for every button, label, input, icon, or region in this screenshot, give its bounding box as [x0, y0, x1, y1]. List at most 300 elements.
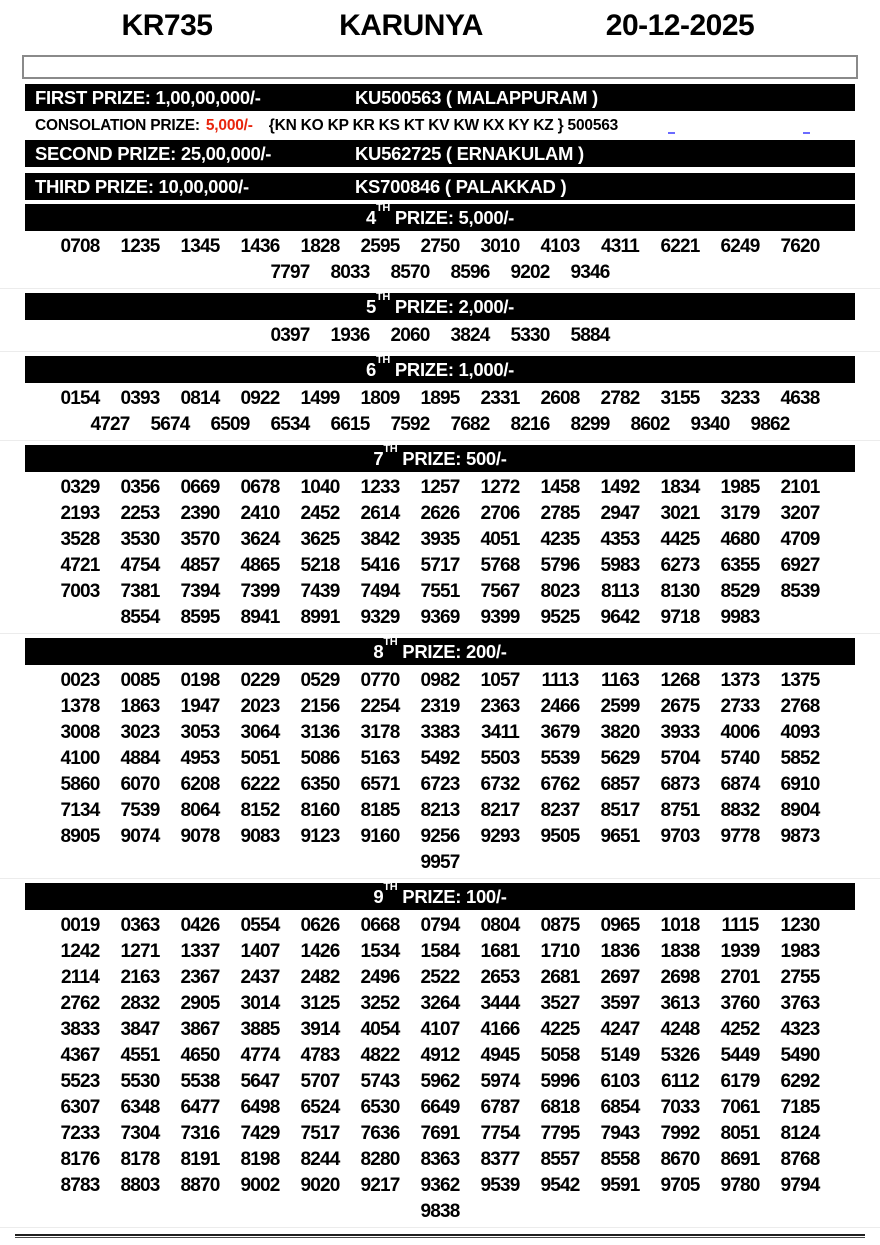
winning-numbers-block — [0, 233, 880, 289]
prize-number: 3125 — [300, 993, 340, 1014]
prize-number: 9002 — [240, 1175, 280, 1196]
prize-number: 0426 — [180, 915, 220, 936]
second-prize-bar — [25, 140, 855, 167]
prize-number: 9340 — [690, 414, 730, 435]
prize-number: 8691 — [720, 1149, 760, 1170]
prize-number: 0397 — [270, 325, 310, 346]
prize-number: 8941 — [240, 607, 280, 628]
prize-number: 1828 — [300, 236, 340, 257]
prize-number: 8178 — [120, 1149, 160, 1170]
prize-number: 8832 — [720, 800, 760, 821]
winning-numbers-row — [0, 386, 880, 412]
prize-number: 8554 — [120, 607, 160, 628]
prize-number: 5884 — [570, 325, 610, 346]
prize-number: 1345 — [180, 236, 220, 257]
prize-number: 1947 — [180, 696, 220, 717]
prize-number: 4680 — [720, 529, 760, 550]
winning-numbers-row — [0, 824, 880, 850]
winning-numbers-row — [0, 234, 880, 260]
prize-number: 5503 — [480, 748, 520, 769]
winning-numbers-block — [0, 912, 880, 1228]
prize-number: 3008 — [60, 722, 100, 743]
prize-number: 6348 — [120, 1097, 160, 1118]
prize-number: 0814 — [180, 388, 220, 409]
prize-number: 4353 — [600, 529, 640, 550]
winning-numbers-row — [0, 605, 880, 631]
prize-number: 1534 — [360, 941, 400, 962]
consolation-prize-row — [25, 113, 855, 138]
prize-number: 7003 — [60, 581, 100, 602]
prize-number: 2832 — [120, 993, 160, 1014]
winning-numbers-row — [0, 720, 880, 746]
prize-number: 2522 — [420, 967, 460, 988]
prize-number: 8539 — [780, 581, 820, 602]
prize-number: 5163 — [360, 748, 400, 769]
first-prize-winner: KU500563 ( MALAPPURAM ) — [355, 86, 598, 108]
prize-number: 6524 — [300, 1097, 340, 1118]
prize-number: 4100 — [60, 748, 100, 769]
prize-number: 3444 — [480, 993, 520, 1014]
consolation-amount: 5,000/- — [205, 116, 253, 134]
prize-number: 7304 — [120, 1123, 160, 1144]
winning-numbers-row — [0, 668, 880, 694]
prize-number: 8176 — [60, 1149, 100, 1170]
prize-number: 8596 — [450, 262, 490, 283]
prize-number: 9369 — [420, 607, 460, 628]
prize-number: 2363 — [480, 696, 520, 717]
prize-number: 7636 — [360, 1123, 400, 1144]
prize-number: 7620 — [780, 236, 820, 257]
prize-number: 0669 — [180, 477, 220, 498]
prize-number: 8198 — [240, 1149, 280, 1170]
prize-number: 9873 — [780, 826, 820, 847]
prize-number: 3179 — [720, 503, 760, 524]
prize-number: 3933 — [660, 722, 700, 743]
prize-section-title: 8TH PRIZE: 200/- — [373, 636, 507, 662]
prize-number: 6571 — [360, 774, 400, 795]
prize-number: 7494 — [360, 581, 400, 602]
prize-number: 7399 — [240, 581, 280, 602]
prize-number: 1863 — [120, 696, 160, 717]
prize-number: 6534 — [270, 414, 310, 435]
prize-number: 3155 — [660, 388, 700, 409]
winning-numbers-row — [0, 1199, 880, 1225]
prize-number: 2101 — [780, 477, 820, 498]
prize-number: 9078 — [180, 826, 220, 847]
prize-number: 7797 — [270, 262, 310, 283]
prize-number: 2060 — [390, 325, 430, 346]
prize-number: 1838 — [660, 941, 700, 962]
prize-number: 6787 — [480, 1097, 520, 1118]
prize-number: 6179 — [720, 1071, 760, 1092]
prize-number: 2608 — [540, 388, 580, 409]
prize-section-header — [25, 883, 855, 910]
prize-number: 4822 — [360, 1045, 400, 1066]
prize-number: 4311 — [600, 236, 640, 257]
prize-number: 6498 — [240, 1097, 280, 1118]
prize-number: 8751 — [660, 800, 700, 821]
prize-number: 7567 — [480, 581, 520, 602]
prize-number: 1983 — [780, 941, 820, 962]
prize-number: 1407 — [240, 941, 280, 962]
prize-number: 1375 — [780, 670, 820, 691]
prize-number: 3053 — [180, 722, 220, 743]
prize-number: 6874 — [720, 774, 760, 795]
prize-number: 7439 — [300, 581, 340, 602]
empty-text-box[interactable] — [22, 55, 858, 79]
prize-number: 7429 — [240, 1123, 280, 1144]
winning-numbers-row — [0, 1017, 880, 1043]
prize-number: 1378 — [60, 696, 100, 717]
prize-number: 8191 — [180, 1149, 220, 1170]
prize-number: 3528 — [60, 529, 100, 550]
prize-number: 1895 — [420, 388, 460, 409]
prize-number: 1040 — [300, 477, 340, 498]
prize-number: 8602 — [630, 414, 670, 435]
prize-number: 3264 — [420, 993, 460, 1014]
prize-number: 0678 — [240, 477, 280, 498]
winning-numbers-row — [0, 1147, 880, 1173]
prize-number: 8237 — [540, 800, 580, 821]
prize-number: 5704 — [660, 748, 700, 769]
prize-number: 2706 — [480, 503, 520, 524]
prize-number: 2466 — [540, 696, 580, 717]
bottom-divider — [15, 1234, 865, 1238]
prize-number: 0529 — [300, 670, 340, 691]
prize-number: 4252 — [720, 1019, 760, 1040]
prize-number: 9542 — [540, 1175, 580, 1196]
blue-link-mark — [803, 132, 810, 134]
winning-numbers-row — [0, 1069, 880, 1095]
prize-number: 9591 — [600, 1175, 640, 1196]
prize-number: 0356 — [120, 477, 160, 498]
prize-number: 9505 — [540, 826, 580, 847]
winning-numbers-row — [0, 1121, 880, 1147]
prize-number: 2733 — [720, 696, 760, 717]
prize-number: 6873 — [660, 774, 700, 795]
prize-number: 5416 — [360, 555, 400, 576]
prize-number: 2253 — [120, 503, 160, 524]
prize-number: 8160 — [300, 800, 340, 821]
winning-numbers-row — [0, 694, 880, 720]
prize-number: 7795 — [540, 1123, 580, 1144]
prize-section-header — [25, 293, 855, 320]
prize-number: 9123 — [300, 826, 340, 847]
prize-number: 8904 — [780, 800, 820, 821]
prize-number: 4865 — [240, 555, 280, 576]
prize-number: 7394 — [180, 581, 220, 602]
prize-number: 2023 — [240, 696, 280, 717]
prize-number: 0626 — [300, 915, 340, 936]
prize-number: 3847 — [120, 1019, 160, 1040]
prize-number: 2750 — [420, 236, 460, 257]
prize-number: 4721 — [60, 555, 100, 576]
prize-number: 4051 — [480, 529, 520, 550]
prize-number: 5492 — [420, 748, 460, 769]
draw-code: KR735 — [121, 9, 213, 42]
prize-number: 1272 — [480, 477, 520, 498]
prize-number: 5768 — [480, 555, 520, 576]
prize-number: 4247 — [600, 1019, 640, 1040]
prize-number: 4103 — [540, 236, 580, 257]
prize-number: 9074 — [120, 826, 160, 847]
winning-numbers-row — [0, 475, 880, 501]
second-prize-winner: KU562725 ( ERNAKULAM ) — [355, 142, 584, 164]
prize-number: 8064 — [180, 800, 220, 821]
prize-number: 1113 — [541, 670, 579, 691]
prize-number: 7943 — [600, 1123, 640, 1144]
prize-number: 6249 — [720, 236, 760, 257]
prize-number: 6355 — [720, 555, 760, 576]
prize-number: 2782 — [600, 388, 640, 409]
prize-number: 5743 — [360, 1071, 400, 1092]
prize-number: 8991 — [300, 607, 340, 628]
prize-number: 9862 — [750, 414, 790, 435]
prize-number: 8185 — [360, 800, 400, 821]
prize-number: 0085 — [120, 670, 160, 691]
prize-number: 2595 — [360, 236, 400, 257]
prize-number: 1115 — [721, 915, 759, 936]
prize-number: 5490 — [780, 1045, 820, 1066]
prize-number: 6615 — [330, 414, 370, 435]
prize-number: 9957 — [420, 852, 460, 873]
prize-number: 8803 — [120, 1175, 160, 1196]
prize-number: 7691 — [420, 1123, 460, 1144]
prize-number: 9525 — [540, 607, 580, 628]
winning-numbers-row — [0, 913, 880, 939]
prize-number: 3207 — [780, 503, 820, 524]
prize-number: 2114 — [60, 967, 100, 988]
winning-numbers-block — [0, 322, 880, 352]
third-prize-bar — [25, 173, 855, 200]
prize-number: 4953 — [180, 748, 220, 769]
prize-number: 8517 — [600, 800, 640, 821]
winning-numbers-row — [0, 1043, 880, 1069]
prize-number: 4884 — [120, 748, 160, 769]
prize-number: 0668 — [360, 915, 400, 936]
prize-number: 5996 — [540, 1071, 580, 1092]
prize-number: 0794 — [420, 915, 460, 936]
prize-number: 5218 — [300, 555, 340, 576]
prize-number: 6723 — [420, 774, 460, 795]
prize-number: 3021 — [660, 503, 700, 524]
prize-number: 8023 — [540, 581, 580, 602]
consolation-series: {KN KO KP KR KS KT KV KW KX KY KZ } 500563 — [268, 116, 619, 134]
prize-section-title: 6TH PRIZE: 1,000/- — [365, 354, 515, 380]
prize-section-title: 5TH PRIZE: 2,000/- — [365, 291, 515, 317]
prize-number: 3679 — [540, 722, 580, 743]
prize-number: 8299 — [570, 414, 610, 435]
prize-number: 3252 — [360, 993, 400, 1014]
prize-number: 3625 — [300, 529, 340, 550]
prize-number: 7539 — [120, 800, 160, 821]
prize-number: 6854 — [600, 1097, 640, 1118]
prize-number: 8377 — [480, 1149, 520, 1170]
prize-number: 6103 — [600, 1071, 640, 1092]
prize-number: 6732 — [480, 774, 520, 795]
prize-number: 3914 — [300, 1019, 340, 1040]
prize-number: 7233 — [60, 1123, 100, 1144]
prize-number: 6112 — [660, 1071, 700, 1092]
prize-number: 2437 — [240, 967, 280, 988]
prize-number: 8870 — [180, 1175, 220, 1196]
prize-number: 2156 — [300, 696, 340, 717]
prize-number: 7061 — [720, 1097, 760, 1118]
prize-number: 3023 — [120, 722, 160, 743]
prize-number: 1492 — [600, 477, 640, 498]
prize-number: 8217 — [480, 800, 520, 821]
prize-number: 8051 — [720, 1123, 760, 1144]
winning-numbers-row — [0, 1095, 880, 1121]
winning-numbers-row — [0, 850, 880, 876]
prize-number: 2599 — [600, 696, 640, 717]
prize-number: 2367 — [180, 967, 220, 988]
prize-number: 5539 — [540, 748, 580, 769]
prize-number: 2785 — [540, 503, 580, 524]
prize-number: 0363 — [120, 915, 160, 936]
prize-number: 9705 — [660, 1175, 700, 1196]
prize-number: 2254 — [360, 696, 400, 717]
prize-number: 0393 — [120, 388, 160, 409]
prize-section-header — [25, 356, 855, 383]
prize-number: 4783 — [300, 1045, 340, 1066]
prize-number: 8130 — [660, 581, 700, 602]
prize-number: 4054 — [360, 1019, 400, 1040]
prize-number: 5860 — [60, 774, 100, 795]
prize-number: 2755 — [780, 967, 820, 988]
prize-number: 3527 — [540, 993, 580, 1014]
prize-number: 3233 — [720, 388, 760, 409]
prize-number: 1681 — [480, 941, 520, 962]
prize-number: 9346 — [570, 262, 610, 283]
prize-number: 9160 — [360, 826, 400, 847]
prize-number: 5717 — [420, 555, 460, 576]
prize-number: 1057 — [480, 670, 520, 691]
prize-number: 5051 — [240, 748, 280, 769]
prize-number: 6307 — [60, 1097, 100, 1118]
prize-number: 2697 — [600, 967, 640, 988]
prize-number: 7551 — [420, 581, 460, 602]
winning-numbers-row — [0, 939, 880, 965]
winning-numbers-block — [0, 474, 880, 634]
prize-number: 3763 — [780, 993, 820, 1014]
prize-number: 9202 — [510, 262, 550, 283]
first-prize-bar — [25, 84, 855, 111]
prize-number: 8216 — [510, 414, 550, 435]
winning-numbers-row — [0, 1173, 880, 1199]
prize-number: 4945 — [480, 1045, 520, 1066]
blue-link-mark — [668, 132, 675, 134]
prize-section-title: 7TH PRIZE: 500/- — [373, 443, 507, 469]
third-prize-label: THIRD PRIZE: 10,00,000/- — [35, 175, 249, 197]
prize-number: 5962 — [420, 1071, 460, 1092]
prize-number: 0922 — [240, 388, 280, 409]
prize-number: 6649 — [420, 1097, 460, 1118]
prize-number: 5530 — [120, 1071, 160, 1092]
prize-number: 9256 — [420, 826, 460, 847]
prize-number: 0019 — [60, 915, 100, 936]
prize-number: 1271 — [120, 941, 160, 962]
prize-number: 6762 — [540, 774, 580, 795]
prize-number: 4650 — [180, 1045, 220, 1066]
prize-number: 9794 — [780, 1175, 820, 1196]
prize-number: 0229 — [240, 670, 280, 691]
header — [0, 0, 880, 52]
prize-number: 1939 — [720, 941, 760, 962]
prize-number: 8244 — [300, 1149, 340, 1170]
winning-numbers-row — [0, 579, 880, 605]
prize-number: 7754 — [480, 1123, 520, 1144]
prize-number: 7134 — [60, 800, 100, 821]
prize-number: 9780 — [720, 1175, 760, 1196]
prize-number: 4107 — [420, 1019, 460, 1040]
prize-number: 0965 — [600, 915, 640, 936]
prize-number: 9642 — [600, 607, 640, 628]
prize-number: 4727 — [90, 414, 130, 435]
prize-number: 2762 — [60, 993, 100, 1014]
prize-number: 1018 — [660, 915, 700, 936]
third-prize-winner: KS700846 ( PALAKKAD ) — [355, 175, 567, 197]
prize-number: 3014 — [240, 993, 280, 1014]
prize-number: 9020 — [300, 1175, 340, 1196]
prize-number: 5974 — [480, 1071, 520, 1092]
prize-number: 0329 — [60, 477, 100, 498]
prize-number: 9083 — [240, 826, 280, 847]
draw-date: 20-12-2025 — [605, 9, 755, 42]
prize-number: 2905 — [180, 993, 220, 1014]
prize-number: 3824 — [450, 325, 490, 346]
prize-number: 9983 — [720, 607, 760, 628]
prize-number: 4774 — [240, 1045, 280, 1066]
prize-number: 0875 — [540, 915, 580, 936]
prize-number: 8529 — [720, 581, 760, 602]
winning-numbers-row — [0, 553, 880, 579]
prize-number: 1268 — [660, 670, 700, 691]
prize-number: 1337 — [180, 941, 220, 962]
prize-number: 9329 — [360, 607, 400, 628]
page-title: KARUNYA — [339, 9, 483, 42]
prize-number: 3383 — [420, 722, 460, 743]
prize-number: 2681 — [540, 967, 580, 988]
prize-number: 9362 — [420, 1175, 460, 1196]
winning-numbers-row — [0, 323, 880, 349]
prize-number: 2698 — [660, 967, 700, 988]
prize-number: 6927 — [780, 555, 820, 576]
prize-number: 8363 — [420, 1149, 460, 1170]
prize-number: 5852 — [780, 748, 820, 769]
prize-number: 0708 — [60, 236, 100, 257]
prize-number: 4857 — [180, 555, 220, 576]
prize-number: 5058 — [540, 1045, 580, 1066]
prize-number: 2653 — [480, 967, 520, 988]
prize-number: 5674 — [150, 414, 190, 435]
prize-number: 3760 — [720, 993, 760, 1014]
prize-number: 2410 — [240, 503, 280, 524]
prize-number: 5086 — [300, 748, 340, 769]
prize-number: 3833 — [60, 1019, 100, 1040]
prize-number: 3842 — [360, 529, 400, 550]
prize-number: 8113 — [600, 581, 640, 602]
first-prize-label: FIRST PRIZE: 1,00,00,000/- — [35, 86, 261, 108]
prize-number: 1257 — [420, 477, 460, 498]
prize-number: 5538 — [180, 1071, 220, 1092]
prize-number: 1230 — [780, 915, 820, 936]
prize-number: 3530 — [120, 529, 160, 550]
prize-number: 2614 — [360, 503, 400, 524]
prize-number: 7517 — [300, 1123, 340, 1144]
prize-number: 1809 — [360, 388, 400, 409]
prize-number: 4754 — [120, 555, 160, 576]
